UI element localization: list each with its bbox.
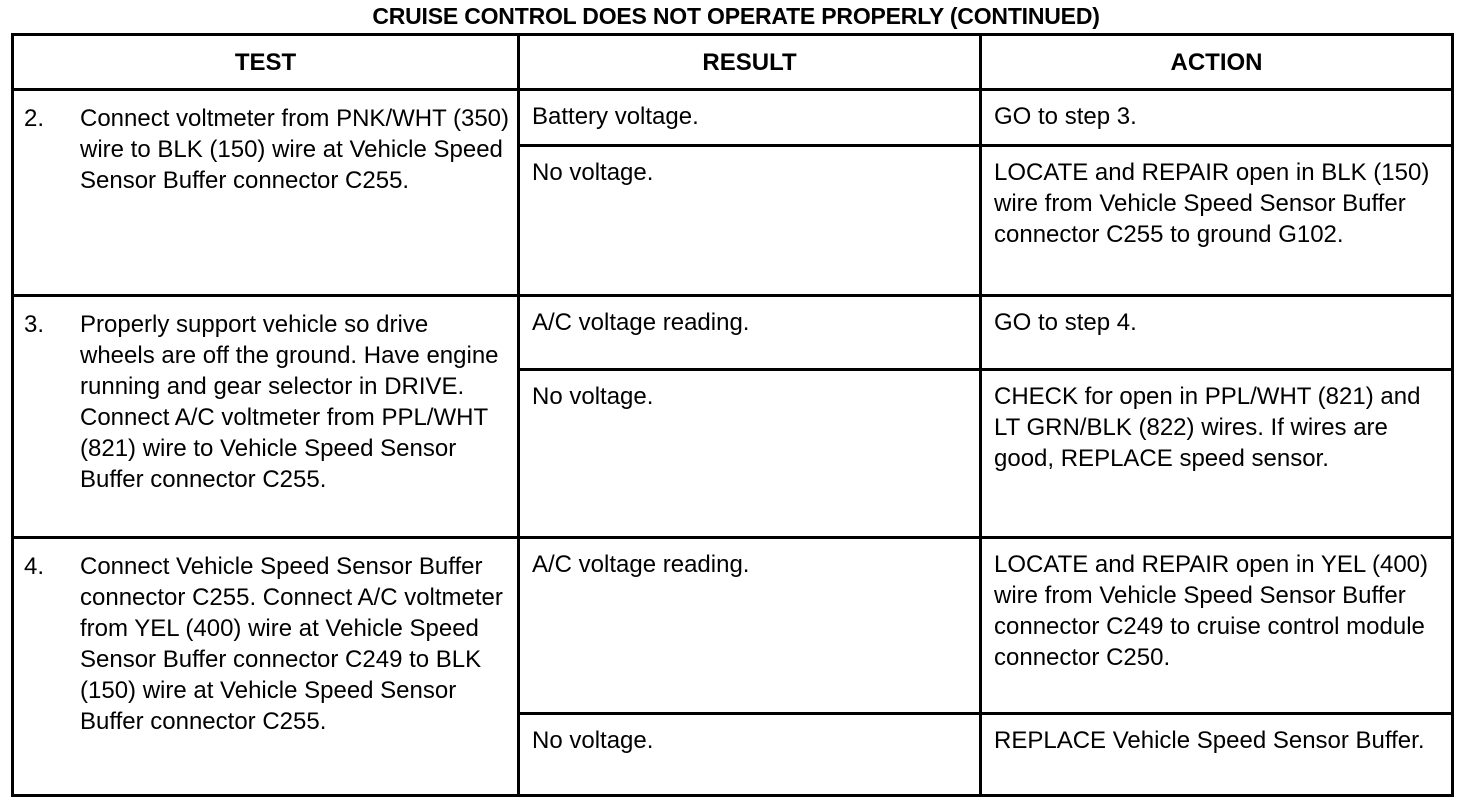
header-test: TEST	[13, 35, 519, 90]
action-cell	[981, 146, 1453, 296]
test-cell	[13, 90, 519, 296]
step-number: 4.	[24, 553, 45, 580]
result-cell	[519, 714, 981, 796]
action-cell	[981, 370, 1453, 538]
step-number: 2.	[24, 105, 45, 132]
action-cell	[981, 714, 1453, 796]
step-number: 3.	[24, 311, 45, 338]
action-text: LOCATE and REPAIR open in BLK (150) wire from Vehicle Speed Sensor Buffer connector C255 to ground G102.	[994, 159, 1430, 248]
result-cell	[519, 538, 981, 714]
result-text: No voltage.	[532, 159, 654, 186]
action-cell	[981, 90, 1453, 146]
result-text: A/C voltage reading.	[532, 551, 750, 578]
table-row	[13, 538, 1453, 714]
test-description: Properly support vehicle so drive wheels are off the ground. Have engine running and gear selector in DRIVE. Connect A/C voltmeter from PPL/WHT (821) wire to Vehicle Speed Sensor Buffer connector C255.	[80, 311, 499, 493]
test-description: Connect voltmeter from PNK/WHT (350) wire to BLK (150) wire at Vehicle Speed Sensor Buffer connector C255.	[80, 105, 510, 194]
test-cell	[13, 296, 519, 538]
result-text: No voltage.	[532, 727, 654, 754]
test-description: Connect Vehicle Speed Sensor Buffer connector C255. Connect A/C voltmeter from YEL (400) wire at Vehicle Speed Sensor Buffer connector C249 to BLK (150) wire at Vehicle Speed Sensor Buffer connector C255.	[80, 553, 503, 735]
result-cell	[519, 370, 981, 538]
table-row	[13, 296, 1453, 370]
table-row	[13, 90, 1453, 146]
result-text: No voltage.	[532, 383, 654, 410]
test-cell	[13, 538, 519, 796]
result-cell	[519, 90, 981, 146]
action-text: LOCATE and REPAIR open in YEL (400) wire from Vehicle Speed Sensor Buffer connector C249 to cruise control module connector C250.	[994, 551, 1429, 671]
result-cell	[519, 146, 981, 296]
header-row	[13, 35, 1453, 90]
result-text: A/C voltage reading.	[532, 309, 750, 336]
result-cell	[519, 296, 981, 370]
header-action: ACTION	[981, 35, 1453, 90]
action-text: REPLACE Vehicle Speed Sensor Buffer.	[994, 727, 1425, 754]
diagnostic-table	[11, 33, 1454, 797]
action-text: GO to step 4.	[994, 309, 1137, 336]
result-text: Battery voltage.	[532, 103, 699, 130]
page-title: CRUISE CONTROL DOES NOT OPERATE PROPERLY (CONTINUED)	[372, 3, 1100, 29]
action-text: GO to step 3.	[994, 103, 1137, 130]
header-result: RESULT	[519, 35, 981, 90]
action-text: CHECK for open in PPL/WHT (821) and LT GRN/BLK (822) wires. If wires are good, REPLACE speed sensor.	[994, 383, 1421, 472]
action-cell	[981, 296, 1453, 370]
action-cell	[981, 538, 1453, 714]
